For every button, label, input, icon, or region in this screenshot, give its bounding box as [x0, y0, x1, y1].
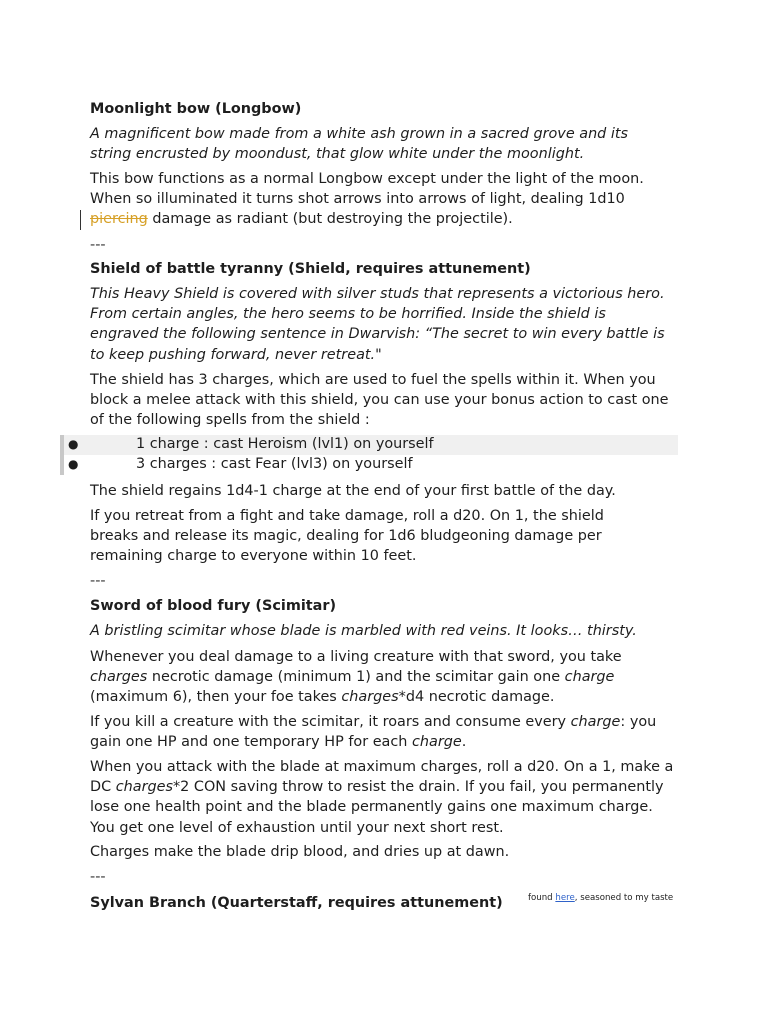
- text-run: necrotic damage (minimum 1) and the scimitar gain one: [147, 669, 565, 686]
- text-run: (maximum 6), then your foe takes: [90, 689, 342, 706]
- tracked-deletion[interactable]: piercing: [90, 211, 148, 228]
- shield-regain: The shield regains 1d4-1 charge at the end of your first battle of the day.: [90, 483, 616, 499]
- text-run: charge: [570, 714, 621, 730]
- separator: ---: [90, 573, 106, 589]
- separator: ---: [90, 237, 106, 253]
- shield-flavor: This Heavy Shield is covered with silver studs that represents a victorious hero. From certain angles, the hero seems to be horrified. Inside the shield is engraved the following sentence in Dwarvish: “The secret to win every battle is to keep pushing forward, never retreat.": [90, 286, 665, 363]
- text-run: .: [461, 734, 467, 751]
- moonlight-bow-flavor: A magnificent bow made from a white ash grown in a sacred grove and its string encrusted by moondust, that glow white under the moonlight.: [90, 126, 629, 163]
- shield-retreat: If you retreat from a fight and take damage, roll a d20. On 1, the shield breaks and release its magic, dealing for 1d6 bludgeoning damage per remaining charge to everyone within 10 feet.: [90, 508, 604, 565]
- sword-flavor: A bristling scimitar whose blade is marbled with red veins. It looks… thirsty.: [90, 623, 637, 639]
- moonlight-bow-body: [90, 169, 675, 230]
- sword-paragraph-2: [90, 712, 670, 752]
- source-link[interactable]: here: [555, 893, 575, 903]
- text-run: When you attack with the blade at maximum charges, roll a d20. On a 1, make a DC: [90, 759, 674, 796]
- shield-body: The shield has 3 charges, which are used to fuel the spells within it. When you block a melee attack with this shield, you can use your bonus action to cast one of the following spells from the shield :: [90, 372, 669, 429]
- text-run: charges: [90, 669, 148, 686]
- text-run: charge: [564, 669, 615, 686]
- sylvan-title: Sylvan Branch (Quarterstaff, requires attunement): [90, 895, 503, 911]
- moonlight-bow-body-text: This bow functions as a normal Longbow except under the light of the moon. When so illuminated it turns shot arrows into arrows of light, dealing 1d10: [90, 171, 644, 208]
- bullet-icon: ●: [68, 437, 79, 451]
- text-run: charge: [411, 734, 462, 751]
- text-run: *2 CON saving throw to resist the drain. If you fail, you permanently lose one health point and the blade permanently gains one maximum charge. You get one level of exhaustion until your next short rest.: [90, 779, 664, 836]
- text-run: charges: [115, 779, 173, 796]
- note-text: , seasoned to my taste: [574, 893, 674, 903]
- shield-title: Shield of battle tyranny (Shield, requires attunement): [90, 261, 531, 277]
- text-run: If you kill a creature with the scimitar, it roars and consume every: [90, 714, 571, 730]
- text-run: charges: [341, 689, 399, 706]
- list-item-text: 1 charge : cast Heroism (lvl1) on yourself: [136, 436, 434, 452]
- separator: ---: [90, 869, 106, 885]
- text-run: Whenever you deal damage to a living creature with that sword, you take: [90, 649, 622, 665]
- sword-title: Sword of blood fury (Scimitar): [90, 598, 337, 614]
- note-text: found: [528, 893, 556, 903]
- sword-paragraph-4: Charges make the blade drip blood, and dries up at dawn.: [90, 844, 510, 860]
- text-run: : you gain one HP and one temporary HP for each: [90, 714, 657, 751]
- moonlight-bow-body-text-2: damage as radiant (but destroying the projectile).: [152, 211, 513, 228]
- bullet-icon: ●: [68, 457, 79, 471]
- list-margin-marker: [60, 435, 64, 475]
- moonlight-bow-title: Moonlight bow (Longbow): [90, 101, 302, 117]
- text-run: *d4 necrotic damage.: [398, 689, 555, 706]
- sword-paragraph-3: [90, 757, 675, 838]
- change-bar: [80, 210, 81, 230]
- sword-paragraph-1: [90, 647, 680, 708]
- source-note: [528, 892, 673, 904]
- list-item-text: 3 charges : cast Fear (lvl3) on yourself: [136, 456, 413, 472]
